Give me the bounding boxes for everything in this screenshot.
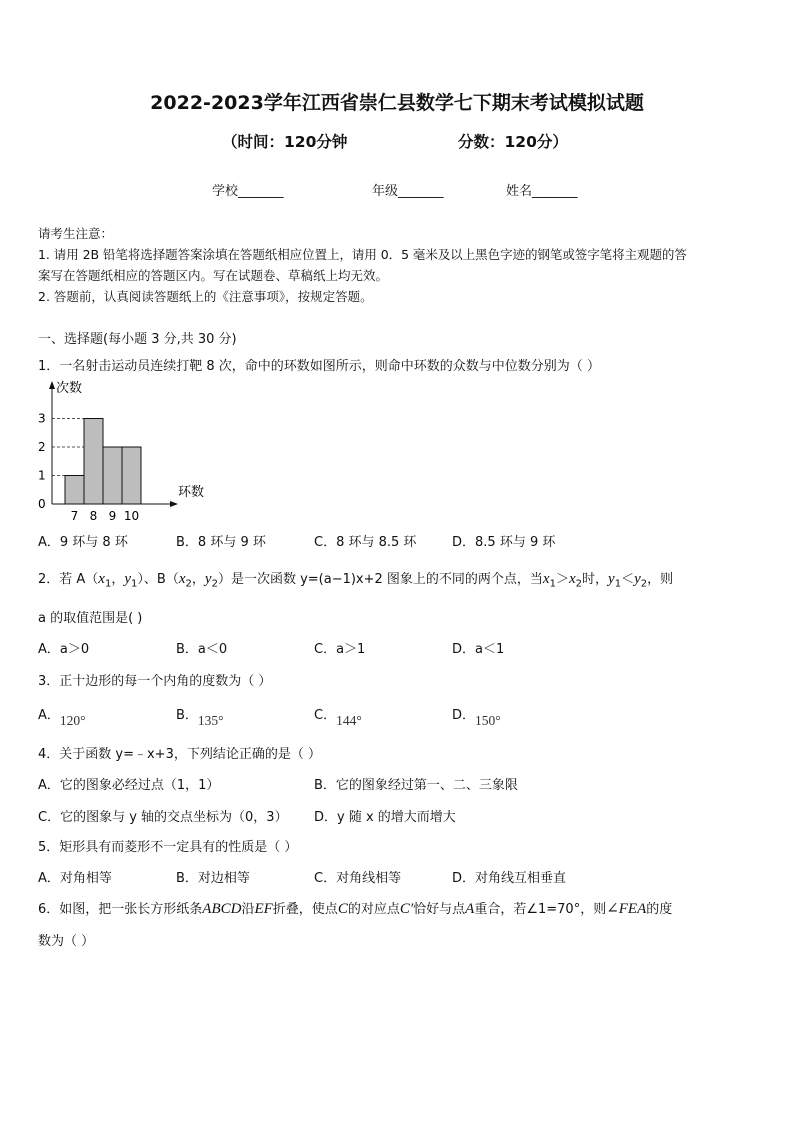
- q3-option-d-label: D．: [452, 708, 476, 723]
- name-field[interactable]: 姓名_______: [506, 184, 578, 199]
- q1-stem: 1．一名射击运动员连续打靶 8 次，命中的环数如图所示，则命中环数的众数与中位数分别为（ ）: [38, 359, 600, 374]
- q2-x2-sub-b: 2: [575, 578, 583, 590]
- bar-7: [65, 476, 84, 505]
- q3-option-a-label: A．: [38, 708, 60, 723]
- q6-text-2: 沿: [241, 902, 255, 917]
- q2-y2-sub: 2: [211, 578, 218, 590]
- q4-option-d[interactable]: D．y 随 x 的增大而增大: [314, 810, 456, 825]
- q1-option-d[interactable]: D．8.5 环与 9 环: [452, 535, 556, 550]
- q5-option-b[interactable]: B．对边相等: [176, 871, 250, 886]
- bar-9: [103, 447, 122, 504]
- q3-option-c[interactable]: [314, 704, 362, 728]
- x-tick-label-7: 7: [70, 509, 79, 523]
- q6-abcd: ABCD: [202, 901, 242, 917]
- q2-text-2: ）、B（: [137, 572, 179, 587]
- q2-text-4: 时，: [582, 572, 609, 587]
- q3-option-a-value: 120°: [59, 713, 86, 728]
- q3-option-b[interactable]: [176, 704, 224, 728]
- q1-option-a[interactable]: A．9 环与 8 环: [38, 535, 128, 550]
- q2-gt: ＞: [555, 572, 569, 587]
- q2-x1: x: [98, 571, 105, 587]
- q2-y2: y: [204, 571, 212, 587]
- q2-text-1: 2．若 A（: [38, 572, 99, 587]
- notice-line-1b: 案写在答题纸相应的答题区内。写在试题卷、草稿纸上均无效。: [38, 268, 389, 283]
- q2-y1-b: y: [608, 571, 615, 587]
- q3-option-c-label: C．: [314, 708, 337, 723]
- section-heading: 一、选择题(每小题 3 分,共 30 分): [38, 332, 237, 347]
- q6-text-3: 折叠，使点: [272, 902, 338, 917]
- score-info: 分数：120分）: [458, 133, 568, 151]
- bar-10: [122, 447, 141, 504]
- q1-option-b[interactable]: B．8 环与 9 环: [176, 535, 266, 550]
- q2-comma-1: ，: [111, 572, 125, 587]
- y-tick-label-3: 3: [38, 411, 46, 426]
- y-tick-label-2: 2: [38, 440, 46, 454]
- q2-y1-sub: 1: [131, 578, 138, 590]
- q5-option-a[interactable]: A．对角相等: [38, 871, 112, 886]
- y-axis-label: 次数: [56, 381, 83, 396]
- q2-option-c[interactable]: C．a＞1: [314, 642, 366, 657]
- q1-option-c[interactable]: C．8 环与 8.5 环: [314, 535, 417, 550]
- q4-stem: 4．关于函数 y=﹣x+3，下列结论正确的是（ ）: [38, 747, 321, 762]
- q4-option-b[interactable]: B．它的图象经过第一、二、三象限: [314, 778, 518, 793]
- q2-text-5: ，则: [647, 572, 674, 587]
- q5-option-d[interactable]: D．对角线互相垂直: [452, 871, 567, 886]
- q2-y2-sub-b: 2: [640, 578, 648, 590]
- q2-option-d[interactable]: D．a＜1: [452, 642, 505, 657]
- q3-option-a[interactable]: [38, 704, 86, 728]
- q6-ef: EF: [254, 901, 273, 917]
- grade-field[interactable]: 年级_______: [372, 184, 444, 199]
- q6-c: C: [337, 901, 348, 917]
- x-tick-label-8: 8: [89, 509, 98, 523]
- q2-x2: x: [178, 571, 186, 587]
- y-axis-arrow: [49, 381, 55, 389]
- x-axis-arrow: [170, 501, 178, 507]
- q3-option-b-value: 135°: [197, 713, 224, 728]
- q2-text-3: ）是一次函数 y=(a−1)x+2 图象上的不同的两个点，当: [217, 572, 543, 587]
- notice-line-2: 2. 答题前，认真阅读答题纸上的《注意事项》，按规定答题。: [38, 289, 373, 304]
- q4-option-a[interactable]: A．它的图象必经过点（1，1）: [38, 778, 220, 793]
- q2-y1: y: [124, 571, 132, 587]
- school-field[interactable]: 学校_______: [212, 184, 284, 199]
- time-info: （时间：120分钟: [222, 133, 348, 151]
- y-tick-label-0: 0: [38, 497, 46, 511]
- q2-x2-sub: 2: [185, 578, 192, 590]
- q3-option-c-value: 144°: [336, 713, 362, 728]
- q6-stem: [38, 898, 672, 918]
- q2-stem: [38, 568, 673, 590]
- x-axis-label: 环数: [178, 485, 205, 500]
- q3-option-b-label: B．: [176, 708, 198, 723]
- q3-stem: 3．正十边形的每一个内角的度数为（ ）: [38, 674, 272, 689]
- bar-8: [84, 419, 103, 505]
- q1-histogram: [30, 376, 220, 526]
- q6-a: A: [465, 901, 475, 917]
- q5-option-c[interactable]: C．对角线相等: [314, 871, 402, 886]
- y-tick-label-1: 1: [38, 468, 46, 483]
- q6-text-4: 的对应点: [347, 902, 400, 917]
- exam-title: 2022-2023学年江西省崇仁县数学七下期末考试模拟试题: [150, 92, 644, 114]
- q2-y1-sub-b: 1: [614, 578, 622, 590]
- q2-lt: ＜: [621, 572, 635, 587]
- notice-heading: 请考生注意：: [38, 226, 114, 241]
- q2-x1-b: x: [542, 571, 550, 587]
- q2-x1-sub: 1: [104, 578, 112, 590]
- q2-y2-b: y: [634, 571, 641, 587]
- q2-stem-line-2: a 的取值范围是( ): [38, 611, 143, 626]
- q2-option-a[interactable]: A．a＞0: [38, 642, 90, 657]
- q3-option-d-value: 150°: [475, 713, 501, 728]
- q6-text-7: 的度: [646, 902, 673, 917]
- q6-text-6: 重合，若∠1=70°，则: [474, 902, 607, 917]
- q6-fea: ∠FEA: [606, 901, 647, 917]
- q6-text-1: 6．如图，把一张长方形纸条: [38, 902, 203, 917]
- q6-c-prime: C′: [399, 901, 414, 917]
- x-tick-label-10: 10: [123, 509, 140, 523]
- q2-x1-sub-b: 1: [549, 578, 556, 590]
- q5-stem: 5．矩形具有而菱形不一定具有的性质是（ ）: [38, 840, 298, 855]
- q6-text-5: 恰好与点: [413, 902, 466, 917]
- q2-option-b[interactable]: B．a＜0: [176, 642, 228, 657]
- q2-x2-b: x: [568, 571, 576, 587]
- q4-option-c[interactable]: C．它的图象与 y 轴的交点坐标为（0，3）: [38, 810, 288, 825]
- notice-line-1a: 1. 请用 2B 铅笔将选择题答案涂填在答题纸相应位置上，请用 0．5 毫米及以上黑色字迹的钢笔或签字笔将主观题的答: [38, 247, 687, 262]
- x-tick-label-9: 9: [108, 509, 117, 523]
- q6-stem-line-2: 数为（ ）: [38, 934, 95, 949]
- q2-comma-2: ，: [191, 572, 205, 587]
- q3-option-d[interactable]: [452, 704, 501, 728]
